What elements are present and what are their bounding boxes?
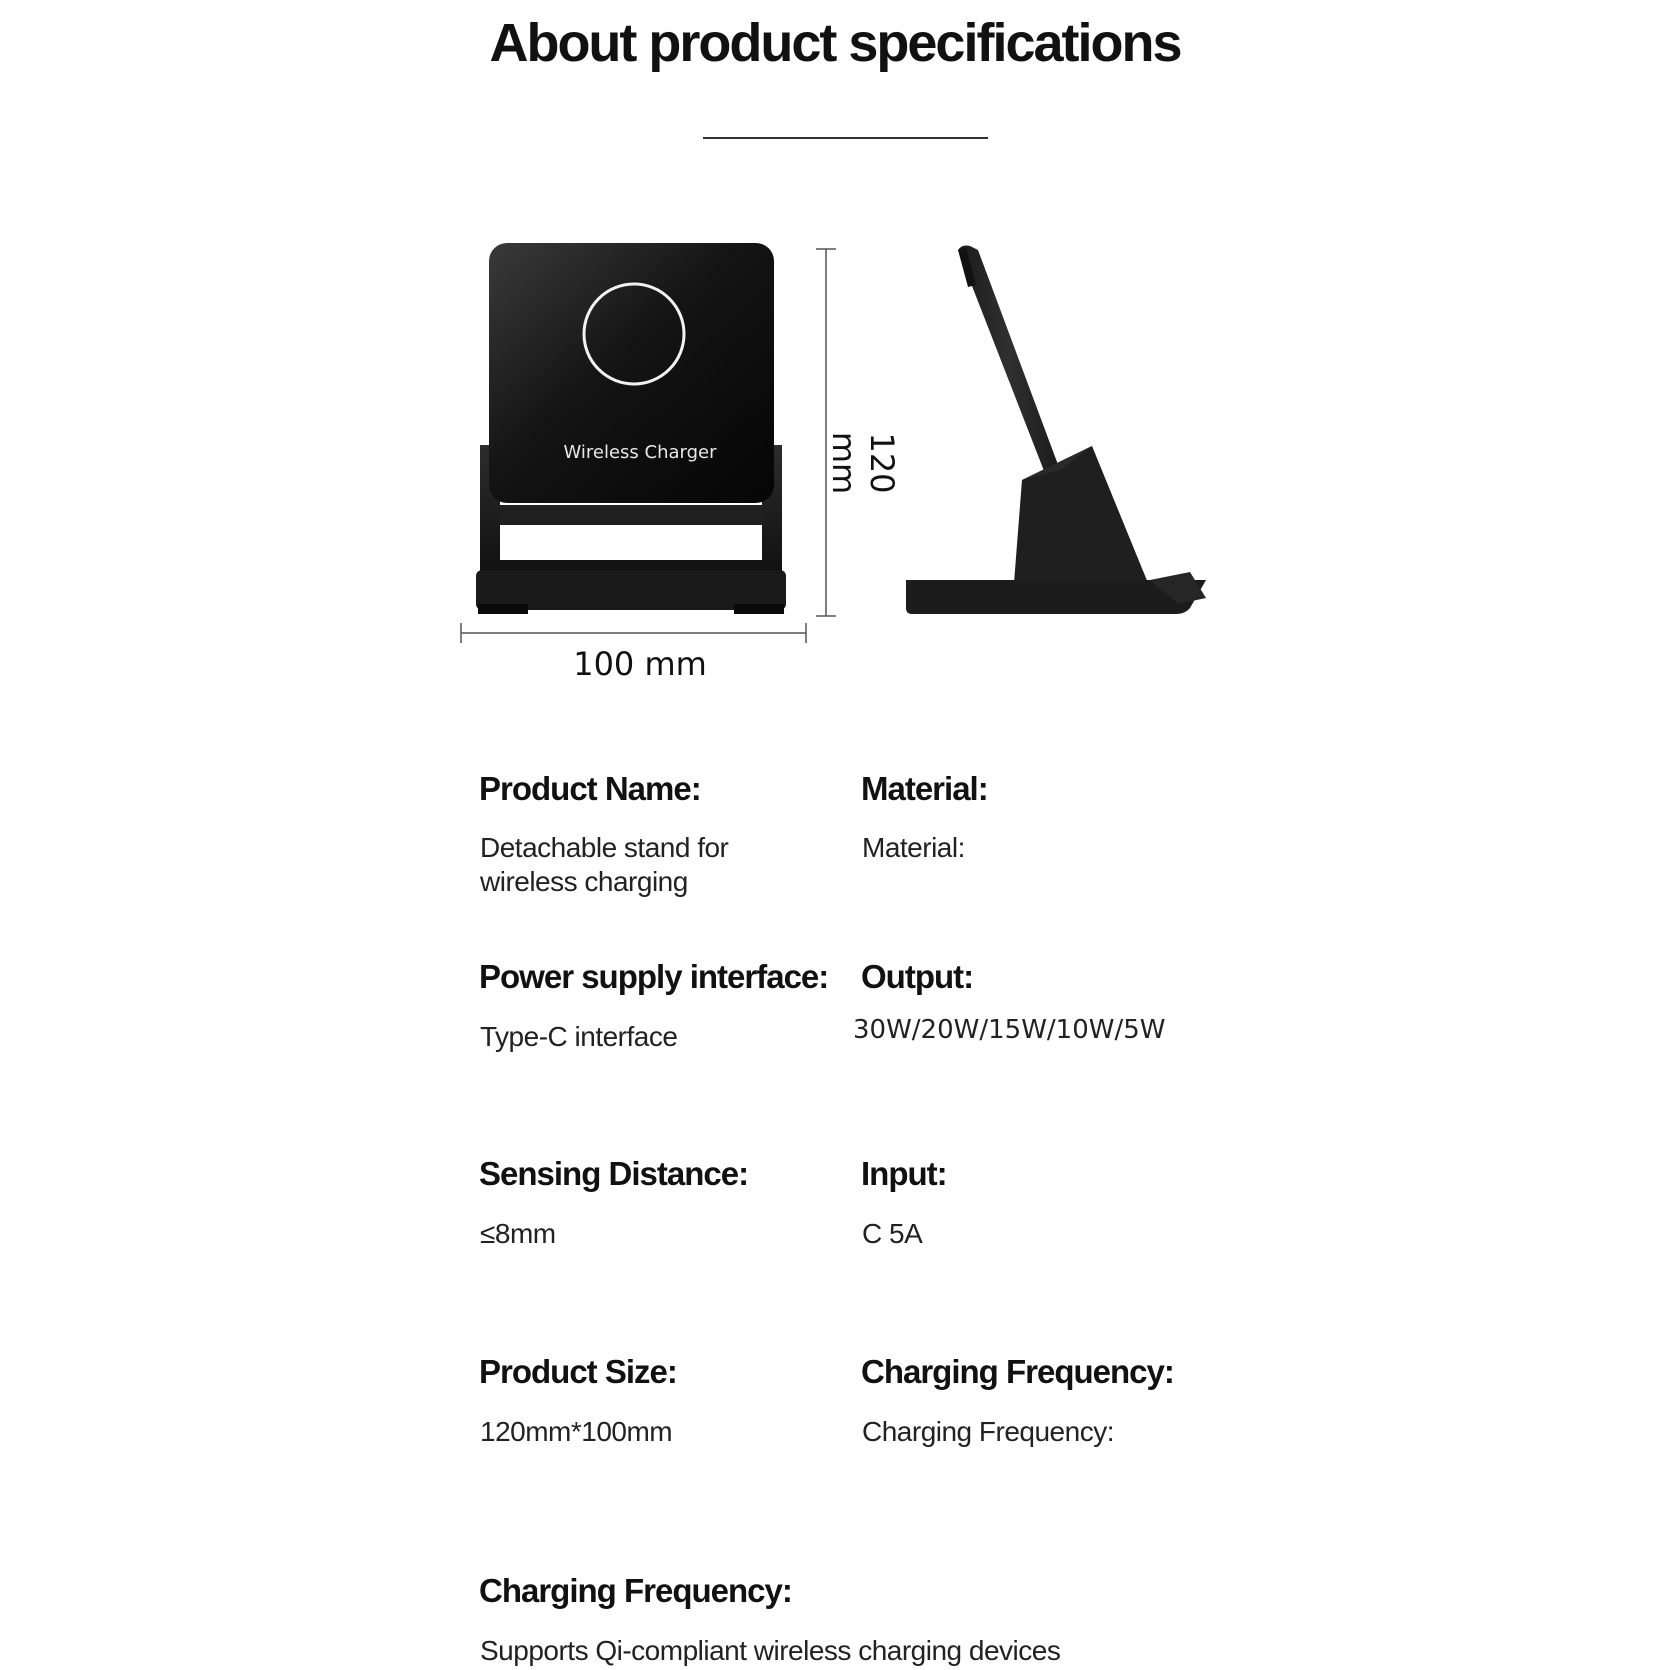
spec-label-input: Input: — [861, 1155, 947, 1192]
front-view — [476, 243, 786, 614]
page-title: About product specifications — [489, 13, 1181, 73]
spec-value-product-size: 120mm*100mm — [480, 1416, 673, 1447]
device-label: Wireless Charger — [563, 442, 717, 463]
spec-value-power-interface: Type-C interface — [480, 1021, 678, 1052]
side-view — [906, 246, 1206, 615]
height-dimension-label: 120 mm — [825, 431, 901, 495]
spec-label-sensing-distance: Sensing Distance: — [479, 1155, 749, 1192]
spec-label-product-name: Product Name: — [479, 770, 701, 807]
spec-label-charging-frequency: Charging Frequency: — [861, 1353, 1174, 1390]
spec-value-charging-frequency: Charging Frequency: — [862, 1416, 1114, 1447]
product-dimension-figure — [0, 0, 1670, 720]
spec-label-material: Material: — [861, 770, 988, 807]
width-dimension-label: 100 mm — [573, 645, 707, 683]
spec-value-material: Material: — [862, 832, 965, 863]
spec-label-output: Output: — [861, 958, 974, 995]
spec-label-charging-frequency-2: Charging Frequency: — [479, 1572, 792, 1609]
spec-label-product-size: Product Size: — [479, 1353, 677, 1390]
width-dimension-line — [461, 623, 806, 643]
spec-value-product-name: Detachable stand for wireless charging — [480, 832, 729, 897]
spec-value-sensing-distance: ≤8mm — [480, 1218, 556, 1249]
charger-illustration — [0, 0, 1670, 720]
spec-value-charging-frequency-2: Supports Qi-compliant wireless charging devices — [480, 1635, 1061, 1666]
spec-value-output: 30W/20W/15W/10W/5W — [853, 1015, 1166, 1045]
spec-label-power-interface: Power supply interface: — [479, 958, 829, 995]
spec-value-input: C 5A — [862, 1218, 923, 1249]
